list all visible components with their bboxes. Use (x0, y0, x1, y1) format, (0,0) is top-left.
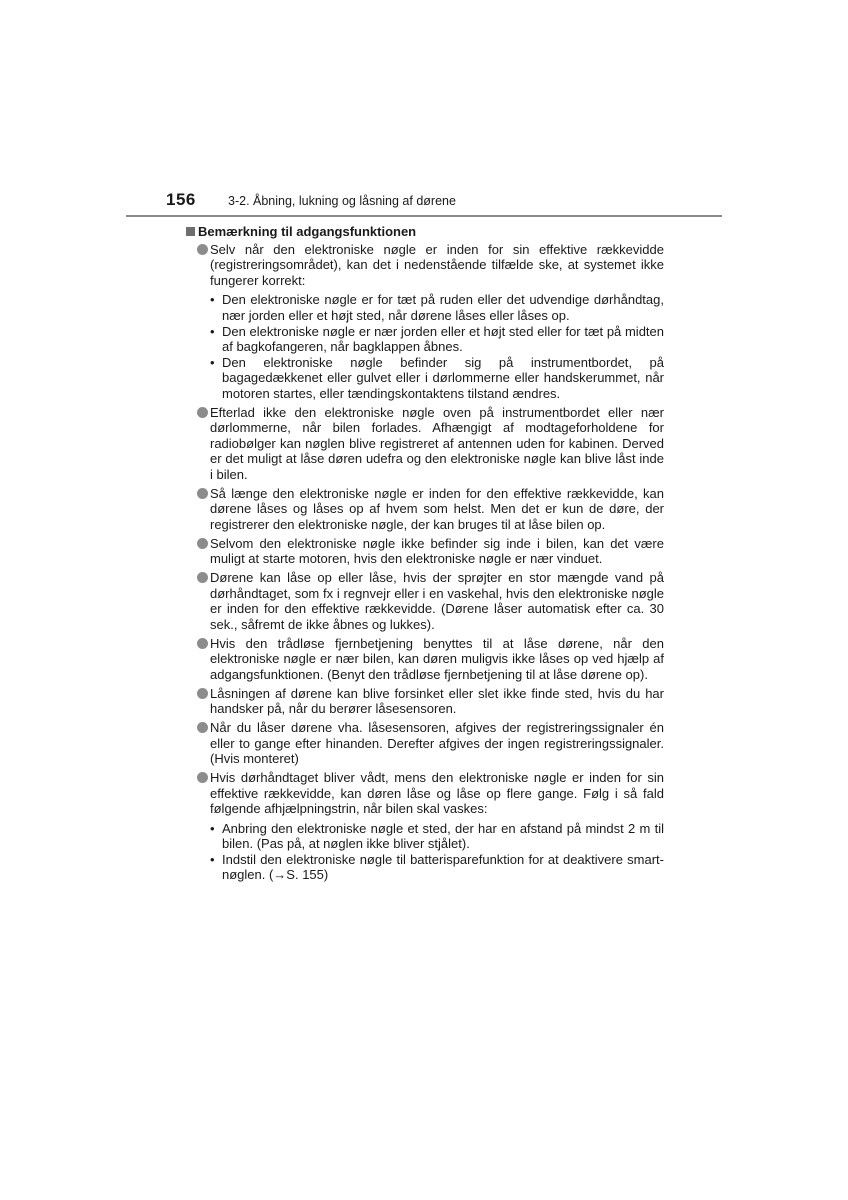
sub-list-item-text: Indstil den elektroniske nøgle til batterisparefunktion for at deaktivere smart-nøglen. (→S. 155) (222, 851, 664, 883)
sub-list-item-text: Den elektroniske nøgle befinder sig på instrumentbordet, på bagagedækkenet eller gulvet eller i dørlommerne eller handskerummet, når motoren startes, eller tændingskontaktens tilstand ændres. (222, 354, 664, 401)
subsection-heading (186, 224, 664, 240)
bullet-paragraph (186, 570, 664, 632)
dot-bullet-icon: • (210, 820, 215, 836)
paragraph-text: Så længe den elektroniske nøgle er inden for den effektive rækkevidde, kan dørene låses og låses op af hvem som helst. Men det er kun de døre, der registrerer den elektroniske nøgle, der kan bruges til at låse bilen op. (210, 485, 664, 532)
bullet-paragraph (186, 242, 664, 289)
bullet-paragraph (186, 770, 664, 817)
circle-bullet-icon (197, 244, 208, 255)
subsection-heading-text: Bemærkning til adgangsfunktionen (198, 224, 417, 239)
sub-list (186, 821, 664, 883)
paragraph-text: Hvis den trådløse fjernbetjening benyttes til at låse dørene, når den elektroniske nøgle er nær bilen, kan døren muligvis ikke låses op ved hjælp af adgangsfunktionen. (Benyt den trådløse fjernbetjening til at låse dørene op). (210, 635, 664, 682)
paragraph-list (186, 242, 664, 883)
circle-bullet-icon (197, 538, 208, 549)
sub-list-item (186, 292, 664, 323)
sub-list-item (186, 852, 664, 883)
page-number: 156 (166, 190, 196, 209)
sub-list-item (186, 324, 664, 355)
circle-bullet-icon (197, 722, 208, 733)
dot-bullet-icon: • (210, 292, 215, 308)
section-title: 3-2. Åbning, lukning og låsning af dørene (228, 194, 456, 208)
header-divider (126, 215, 722, 217)
paragraph-text: Låsningen af dørene kan blive forsinket eller slet ikke finde sted, hvis du har handsker på, når du berører låsesensoren. (210, 685, 664, 717)
sub-list-item (186, 821, 664, 852)
sub-list-item-text: Den elektroniske nøgle er nær jorden eller et højt sted eller for tæt på midten af bagkofangeren, når bagklappen åbnes. (222, 323, 664, 355)
sub-list-item-text: Den elektroniske nøgle er for tæt på ruden eller det udvendige dørhåndtag, nær jorden eller et højt sted, når dørene låses eller låses op. (222, 292, 664, 323)
sub-list-item (186, 355, 664, 402)
circle-bullet-icon (197, 407, 208, 418)
bullet-paragraph (186, 686, 664, 717)
main-content (186, 224, 664, 886)
circle-bullet-icon (197, 688, 208, 699)
paragraph-text: Efterlad ikke den elektroniske nøgle oven på instrumentbordet eller nær dørlommerne, når bilen forlades. Afhængigt af modtageforholdene for radiobølger kan nøglen blive registreret af antennen uden for kabinen. Derved er det muligt at låse døren udefra og den elektroniske nøgle kan blive låst inde i bilen. (210, 404, 664, 482)
paragraph-text: Når du låser dørene vha. låsesensoren, afgives der registreringssignaler én eller to gange efter hinanden. Derefter afgives der ingen registreringssignaler. (Hvis monteret) (210, 719, 664, 767)
bullet-paragraph (186, 405, 664, 483)
square-bullet-icon (186, 227, 195, 236)
dot-bullet-icon: • (210, 851, 215, 867)
sub-list (186, 292, 664, 401)
bullet-paragraph (186, 720, 664, 767)
sub-list-item-text: Anbring den elektroniske nøgle et sted, der har en afstand på mindst 2 m til bilen. (Pas på, at nøglen ikke bliver stjålet). (222, 820, 664, 852)
dot-bullet-icon: • (210, 323, 215, 339)
circle-bullet-icon (197, 572, 208, 583)
paragraph-text: Dørene kan låse op eller låse, hvis der sprøjter en stor mængde vand på dørhåndtaget, som fx i regnvejr eller i en vaskehal, hvis den elektroniske nøgle er inden for den effektive rækkevidde. (Dørene låser automatisk efter ca. 30 sek., såfremt de ikke åbnes og lukkes). (210, 570, 664, 632)
circle-bullet-icon (197, 638, 208, 649)
paragraph-text: Selvom den elektroniske nøgle ikke befinder sig inde i bilen, kan det være muligt at starte motoren, hvis den elektroniske nøgle er nær vinduet. (210, 535, 664, 567)
paragraph-text: Hvis dørhåndtaget bliver vådt, mens den elektroniske nøgle er inden for sin effektive rækkevidde, kan døren låse og låse op flere gange. Følg i så fald følgende afhjælpningstrin, når bilen skal vaskes: (210, 769, 664, 817)
paragraph-text: Selv når den elektroniske nøgle er inden for sin effektive rækkevidde (registreringsområdet), kan det i nedenstående tilfælde ske, at systemet ikke fungerer korrekt: (210, 241, 664, 288)
dot-bullet-icon: • (210, 354, 215, 370)
bullet-paragraph (186, 636, 664, 683)
circle-bullet-icon (197, 772, 208, 783)
bullet-paragraph (186, 486, 664, 533)
circle-bullet-icon (197, 488, 208, 499)
page-header (126, 190, 722, 218)
bullet-paragraph (186, 536, 664, 567)
